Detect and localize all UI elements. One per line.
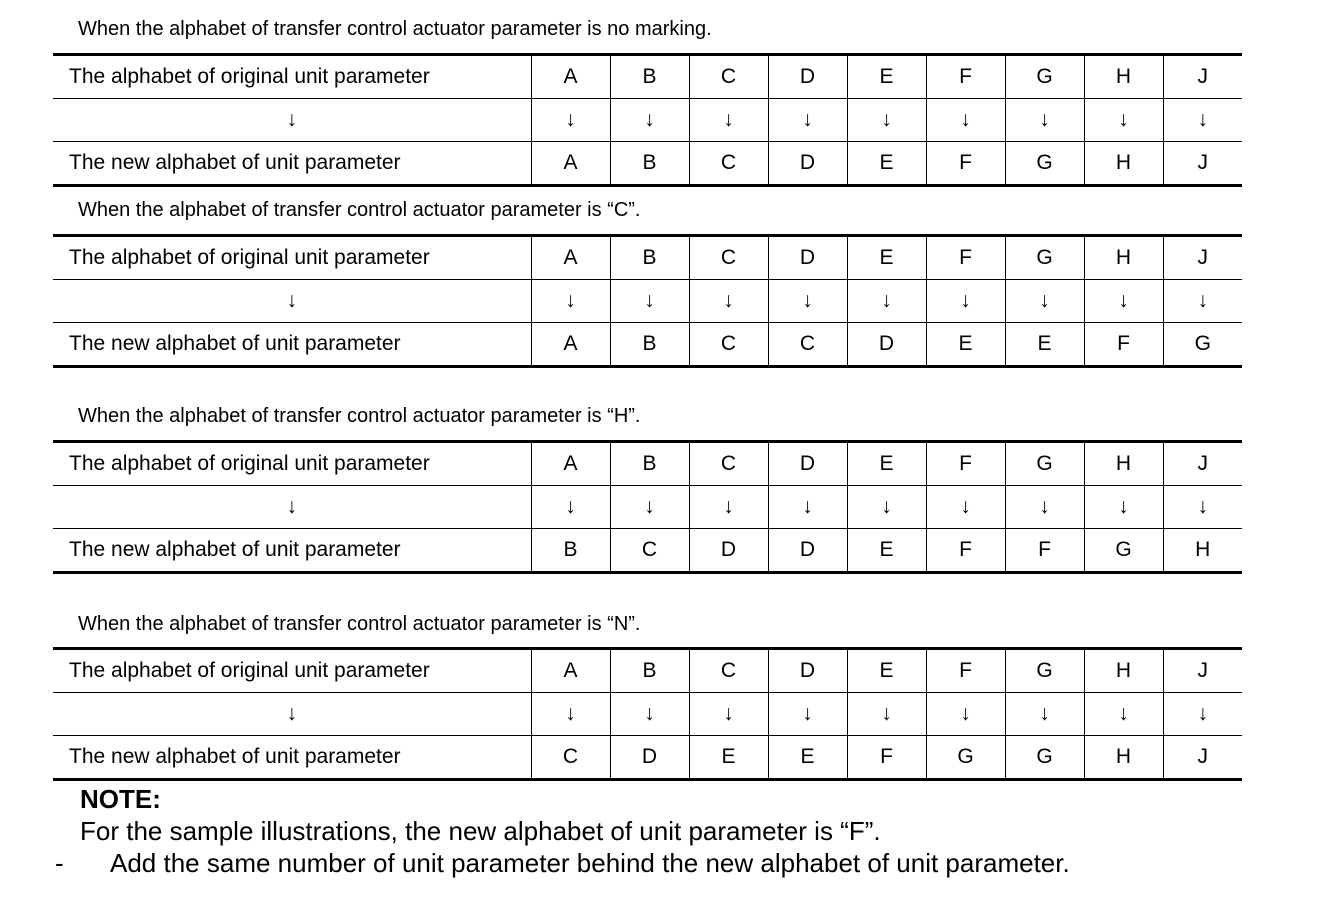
new-letter-cell: E: [847, 529, 926, 573]
original-letter-cell: E: [847, 442, 926, 486]
new-letter-cell: F: [847, 736, 926, 780]
original-letter-cell: H: [1084, 55, 1163, 99]
row-label-arrow: ↓: [53, 280, 531, 323]
arrow-row: [53, 99, 1242, 142]
row-label-new: The new alphabet of unit parameter: [53, 529, 531, 573]
new-letter-cell: D: [847, 323, 926, 367]
new-letter-cell: C: [610, 529, 689, 573]
row-label-arrow: ↓: [53, 693, 531, 736]
new-letter-cell: E: [689, 736, 768, 780]
arrow-cell: ↓: [1163, 99, 1242, 142]
new-letter-cell: H: [1084, 736, 1163, 780]
arrow-cell: ↓: [847, 693, 926, 736]
original-letter-cell: A: [531, 55, 610, 99]
original-letter-cell: G: [1005, 649, 1084, 693]
new-letter-cell: F: [1005, 529, 1084, 573]
new-row: [53, 529, 1242, 573]
arrow-cell: ↓: [1084, 99, 1163, 142]
table-caption-n: When the alphabet of transfer control actuator parameter is “N”.: [78, 613, 641, 635]
new-letter-cell: B: [610, 142, 689, 186]
new-letter-cell: F: [1084, 323, 1163, 367]
arrow-cell: ↓: [689, 486, 768, 529]
arrow-cell: ↓: [768, 99, 847, 142]
arrow-cell: ↓: [768, 693, 847, 736]
arrow-cell: ↓: [531, 99, 610, 142]
arrow-cell: ↓: [847, 486, 926, 529]
row-label-new: The new alphabet of unit parameter: [53, 736, 531, 780]
new-letter-cell: G: [1005, 736, 1084, 780]
arrow-cell: ↓: [689, 99, 768, 142]
row-label-arrow: ↓: [53, 486, 531, 529]
original-row: [53, 442, 1242, 486]
original-letter-cell: G: [1005, 236, 1084, 280]
table-caption-h: When the alphabet of transfer control actuator parameter is “H”.: [78, 405, 641, 427]
new-letter-cell: B: [610, 323, 689, 367]
arrow-cell: ↓: [1005, 693, 1084, 736]
mapping-table-n: [53, 647, 1242, 781]
original-letter-cell: C: [689, 55, 768, 99]
arrow-cell: ↓: [610, 280, 689, 323]
note-title: NOTE:: [80, 784, 161, 814]
new-letter-cell: D: [689, 529, 768, 573]
row-label-arrow: ↓: [53, 99, 531, 142]
mapping-table-h: [53, 440, 1242, 574]
new-letter-cell: G: [1084, 529, 1163, 573]
arrow-row: [53, 693, 1242, 736]
original-letter-cell: F: [926, 442, 1005, 486]
original-letter-cell: D: [768, 442, 847, 486]
arrow-cell: ↓: [1005, 486, 1084, 529]
arrow-cell: ↓: [1084, 486, 1163, 529]
original-letter-cell: J: [1163, 55, 1242, 99]
new-row: [53, 142, 1242, 186]
original-letter-cell: C: [689, 649, 768, 693]
new-letter-cell: F: [926, 142, 1005, 186]
new-letter-cell: A: [531, 142, 610, 186]
original-letter-cell: D: [768, 236, 847, 280]
mapping-table-c: [53, 234, 1242, 368]
new-letter-cell: G: [1163, 323, 1242, 367]
arrow-cell: ↓: [768, 280, 847, 323]
original-letter-cell: E: [847, 55, 926, 99]
original-letter-cell: A: [531, 442, 610, 486]
arrow-cell: ↓: [610, 693, 689, 736]
arrow-row: [53, 280, 1242, 323]
new-letter-cell: H: [1163, 529, 1242, 573]
arrow-cell: ↓: [1163, 280, 1242, 323]
new-letter-cell: G: [1005, 142, 1084, 186]
new-letter-cell: D: [768, 529, 847, 573]
original-letter-cell: B: [610, 55, 689, 99]
original-letter-cell: G: [1005, 55, 1084, 99]
new-letter-cell: G: [926, 736, 1005, 780]
arrow-cell: ↓: [531, 280, 610, 323]
table-caption-no-marking: When the alphabet of transfer control actuator parameter is no marking.: [78, 18, 712, 40]
new-letter-cell: E: [926, 323, 1005, 367]
row-label-new: The new alphabet of unit parameter: [53, 142, 531, 186]
original-letter-cell: E: [847, 236, 926, 280]
new-letter-cell: J: [1163, 736, 1242, 780]
original-row: [53, 55, 1242, 99]
original-letter-cell: E: [847, 649, 926, 693]
new-row: [53, 323, 1242, 367]
arrow-row: [53, 486, 1242, 529]
arrow-cell: ↓: [610, 486, 689, 529]
arrow-cell: ↓: [689, 280, 768, 323]
original-letter-cell: F: [926, 55, 1005, 99]
original-letter-cell: G: [1005, 442, 1084, 486]
new-letter-cell: D: [610, 736, 689, 780]
bullet-text: Add the same number of unit parameter behind the new alphabet of unit parameter.: [110, 848, 1070, 878]
new-letter-cell: E: [768, 736, 847, 780]
original-letter-cell: B: [610, 442, 689, 486]
original-letter-cell: A: [531, 236, 610, 280]
arrow-cell: ↓: [689, 693, 768, 736]
original-letter-cell: F: [926, 236, 1005, 280]
original-letter-cell: C: [689, 442, 768, 486]
original-letter-cell: F: [926, 649, 1005, 693]
new-letter-cell: C: [689, 142, 768, 186]
original-letter-cell: H: [1084, 442, 1163, 486]
arrow-cell: ↓: [1163, 693, 1242, 736]
new-letter-cell: D: [768, 142, 847, 186]
arrow-cell: ↓: [926, 280, 1005, 323]
original-letter-cell: A: [531, 649, 610, 693]
arrow-cell: ↓: [847, 280, 926, 323]
row-label-original: The alphabet of original unit parameter: [53, 55, 531, 99]
new-letter-cell: C: [768, 323, 847, 367]
original-letter-cell: C: [689, 236, 768, 280]
row-label-original: The alphabet of original unit parameter: [53, 649, 531, 693]
arrow-cell: ↓: [926, 99, 1005, 142]
original-letter-cell: D: [768, 55, 847, 99]
original-letter-cell: H: [1084, 649, 1163, 693]
arrow-cell: ↓: [610, 99, 689, 142]
arrow-cell: ↓: [768, 486, 847, 529]
original-row: [53, 649, 1242, 693]
arrow-cell: ↓: [531, 486, 610, 529]
new-letter-cell: A: [531, 323, 610, 367]
row-label-original: The alphabet of original unit parameter: [53, 442, 531, 486]
new-letter-cell: E: [1005, 323, 1084, 367]
arrow-cell: ↓: [531, 693, 610, 736]
new-letter-cell: C: [689, 323, 768, 367]
arrow-cell: ↓: [847, 99, 926, 142]
new-letter-cell: C: [531, 736, 610, 780]
new-letter-cell: E: [847, 142, 926, 186]
original-letter-cell: J: [1163, 236, 1242, 280]
arrow-cell: ↓: [1163, 486, 1242, 529]
table-caption-c: When the alphabet of transfer control actuator parameter is “C”.: [78, 199, 641, 221]
note-text: For the sample illustrations, the new alphabet of unit parameter is “F”.: [80, 816, 881, 846]
original-letter-cell: J: [1163, 649, 1242, 693]
mapping-table-no-marking: [53, 53, 1242, 187]
original-letter-cell: H: [1084, 236, 1163, 280]
arrow-cell: ↓: [926, 693, 1005, 736]
original-letter-cell: J: [1163, 442, 1242, 486]
arrow-cell: ↓: [1005, 280, 1084, 323]
bullet-dash: -: [55, 848, 64, 878]
arrow-cell: ↓: [1084, 693, 1163, 736]
new-row: [53, 736, 1242, 780]
row-label-new: The new alphabet of unit parameter: [53, 323, 531, 367]
original-letter-cell: B: [610, 236, 689, 280]
row-label-original: The alphabet of original unit parameter: [53, 236, 531, 280]
original-letter-cell: B: [610, 649, 689, 693]
original-row: [53, 236, 1242, 280]
arrow-cell: ↓: [1005, 99, 1084, 142]
new-letter-cell: B: [531, 529, 610, 573]
arrow-cell: ↓: [926, 486, 1005, 529]
original-letter-cell: D: [768, 649, 847, 693]
arrow-cell: ↓: [1084, 280, 1163, 323]
new-letter-cell: H: [1084, 142, 1163, 186]
new-letter-cell: J: [1163, 142, 1242, 186]
new-letter-cell: F: [926, 529, 1005, 573]
